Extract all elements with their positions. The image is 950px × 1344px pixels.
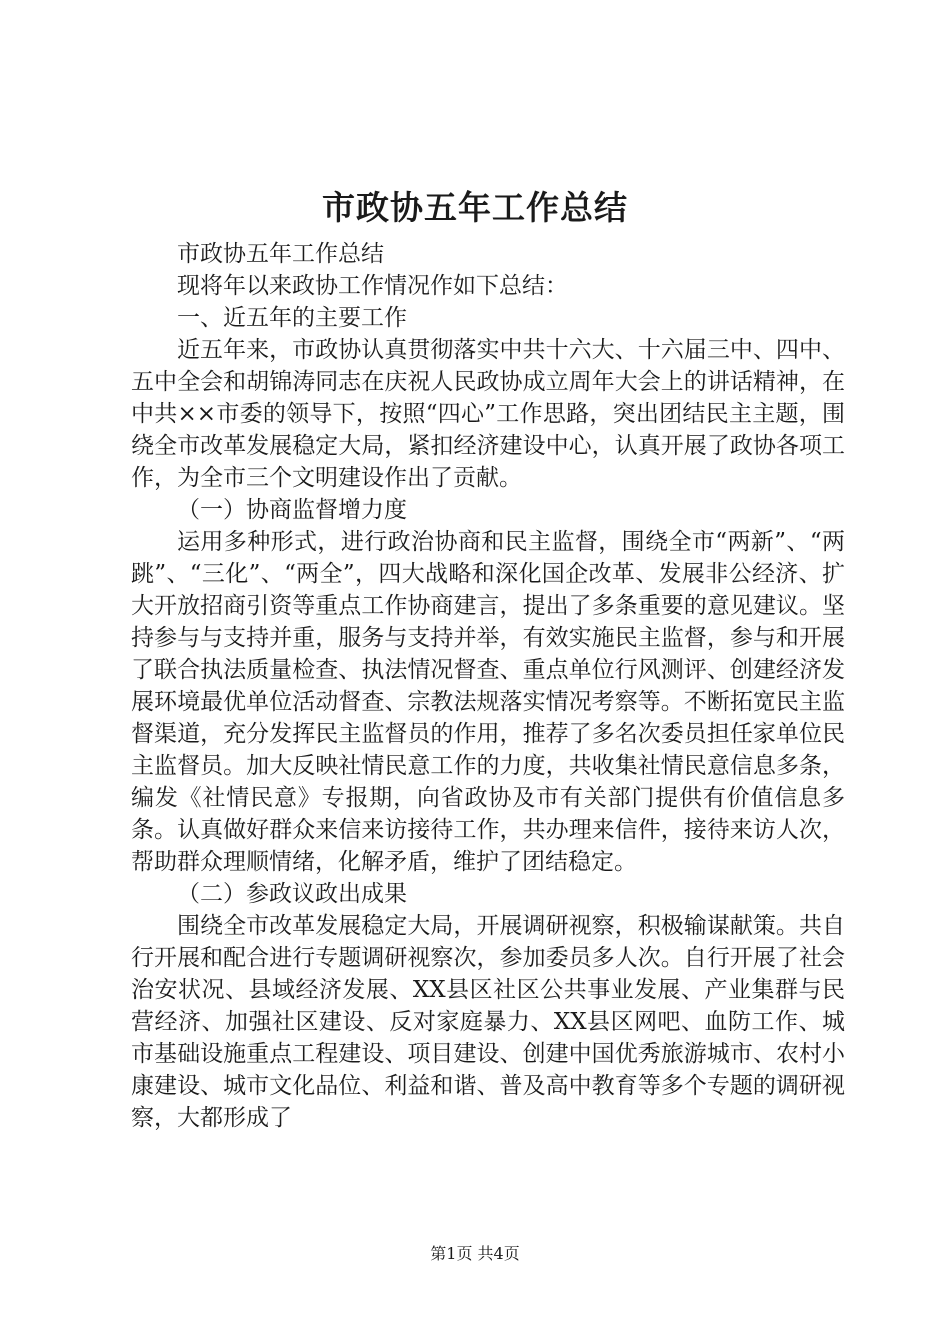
paragraph-subtitle: 市政协五年工作总结	[177, 241, 384, 267]
document-title: 市政协五年工作总结	[322, 188, 628, 227]
paragraph-intro: 现将年以来政协工作情况作如下总结：	[177, 273, 568, 299]
paragraph-participation: 围绕全市改革发展稳定大局，开展调研视察，积极输谋献策。共自行开展和配合进行专题调研视察次，参加委员多人次。自行开展了社会治安状况、县域经济发展、XX县区社区公共事业发展、产业集群与民营经济、加强社区建设、反对家庭暴力、XX县区网吧、血防工作、城市基础设施重点工程建设、项目建设、创建中国优秀旅游城市、农村小康建设、城市文化品位、利益和谐、普及高中教育等多个专题的调研视察，大都形成了	[131, 913, 845, 1131]
section-heading-main-work: 一、近五年的主要工作	[177, 305, 407, 331]
paragraph-consultation: 运用多种形式，进行政治协商和民主监督，围绕全市“两新”、“两跳”、“三化”、“两全”，四大战略和深化国企改革、发展非公经济、扩大开放招商引资等重点工作协商建言，提出了多条重要的意见建议。坚持参与与支持并重，服务与支持并举，有效实施民主监督，参与和开展了联合执法质量检查、执法情况督查、重点单位行风测评、创建经济发展环境最优单位活动督查、宗教法规落实情况考察等。不断拓宽民主监督渠道，充分发挥民主监督员的作用，推荐了多名次委员担任家单位民主监督员。加大反映社情民意工作的力度，共收集社情民意信息多条，编发《社情民意》专报期，向省政协及市有关部门提供有价值信息多条。认真做好群众来信来访接待工作，共办理来信件，接待来访人次，帮助群众理顺情绪，化解矛盾，维护了团结稳定。	[131, 529, 845, 875]
page-footer: 第1页 共4页	[430, 1244, 520, 1263]
document-body	[131, 238, 845, 1134]
paragraph-overview: 近五年来，市政协认真贯彻落实中共十六大、十六届三中、四中、五中全会和胡锦涛同志在庆祝人民政协成立周年大会上的讲话精神，在中共××市委的领导下，按照“四心”工作思路，突出团结民主主题，围绕全市改革发展稳定大局，紧扣经济建设中心，认真开展了政协各项工作，为全市三个文明建设作出了贡献。	[131, 337, 845, 491]
subsection-heading-participation: （二）参政议政出成果	[177, 881, 407, 907]
subsection-heading-consultation: （一）协商监督增力度	[177, 497, 407, 523]
